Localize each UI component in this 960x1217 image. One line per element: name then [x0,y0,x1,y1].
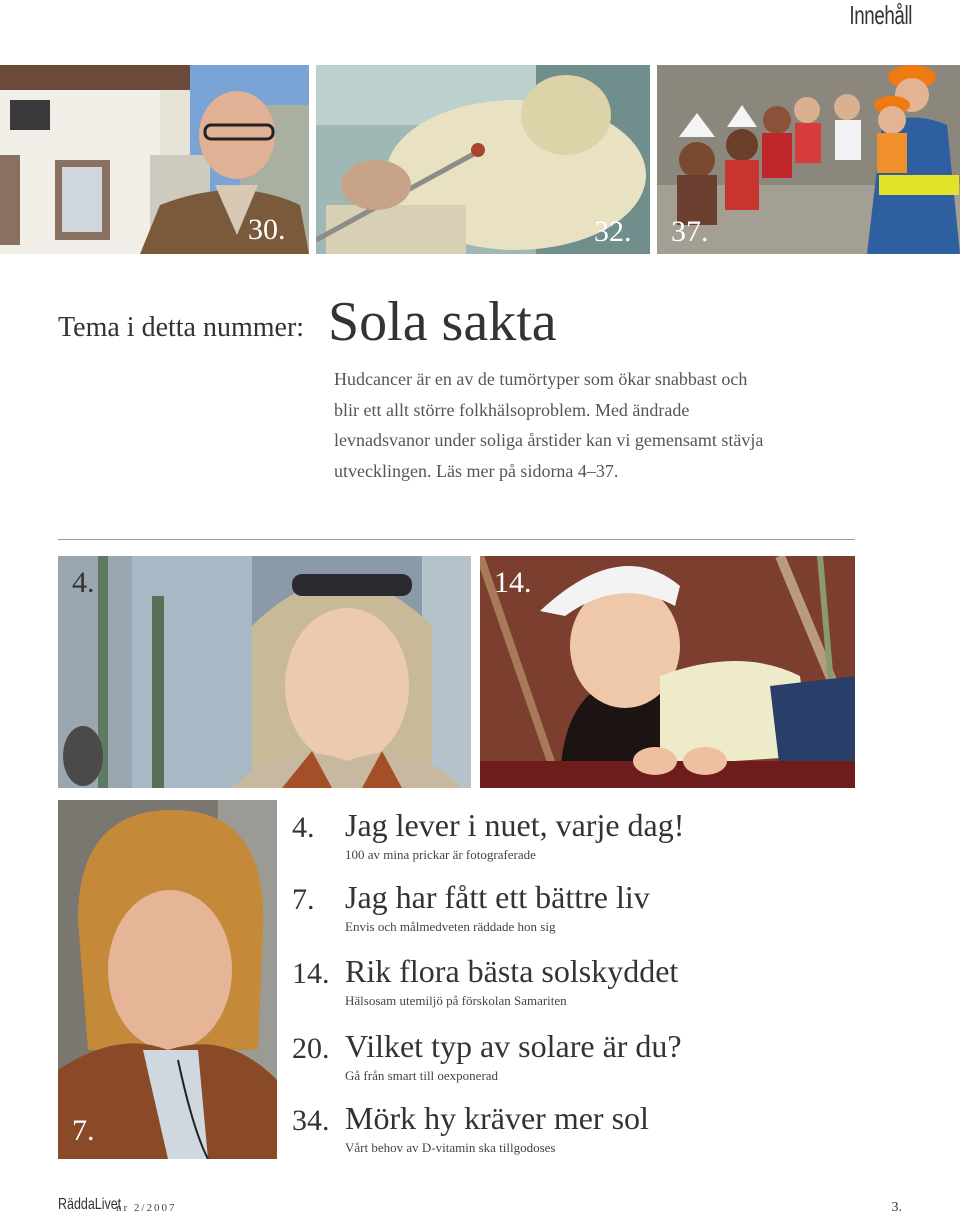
toc-number: 20. [292,1032,330,1065]
toc-number: 7. [292,883,315,916]
photo-girl-hat [480,556,855,788]
photo-man-portrait [0,65,309,254]
section-label: Innehåll [849,0,912,30]
toc-title: Mörk hy kräver mer sol [345,1100,649,1136]
toc-subtitle: Vårt behov av D-vitamin ska tillgodoses [345,1140,556,1155]
magazine-logo: RäddaLivet [58,1196,122,1213]
toc-title: Rik flora bästa solskyddet [345,953,679,989]
toc-title: Vilket typ av solare är du? [345,1028,682,1064]
theme-title: Sola sakta [328,291,557,353]
photo-number: 30. [248,213,286,246]
photo-number: 37. [671,215,709,248]
photo-children-sunhats [657,65,960,254]
photo-surgery-tweezers [316,65,650,254]
photo-street-blur [58,556,132,788]
toc-subtitle: Envis och målmedveten räddade hon sig [345,919,556,934]
toc-number: 34. [292,1104,330,1137]
photo-number: 14. [494,566,532,599]
toc-subtitle: 100 av mina prickar är fotograferade [345,847,536,862]
photo-number: 32. [594,215,632,248]
toc-title: Jag lever i nuet, varje dag! [345,807,685,843]
toc-number: 4. [292,811,315,844]
theme-intro: Hudcancer är en av de tumörtyper som ökar snabbast och blir ett allt större folkhälsoproblem. Med ändrade levnadsvanor under soliga årstider kan vi gemensamt stävja utvecklingen. Läs mer på sidorna 4–37. [334,369,764,481]
photo-woman-sunglasses [132,556,471,788]
feature-number: 4. [72,566,95,599]
photo-number: 7. [72,1114,95,1147]
toc-subtitle: Hälsosam utemiljö på förskolan Samariten [345,993,567,1008]
divider [58,539,855,540]
toc-title: Jag har fått ett bättre liv [345,879,650,915]
theme-label: Tema i detta nummer: [58,312,305,343]
toc-number: 14. [292,957,330,990]
page-number: 3. [891,1200,902,1215]
toc-subtitle: Gå från smart till oexponerad [345,1068,499,1083]
issue-number: nr 2/2007 [116,1202,177,1214]
photo-woman-portrait [58,800,277,1159]
